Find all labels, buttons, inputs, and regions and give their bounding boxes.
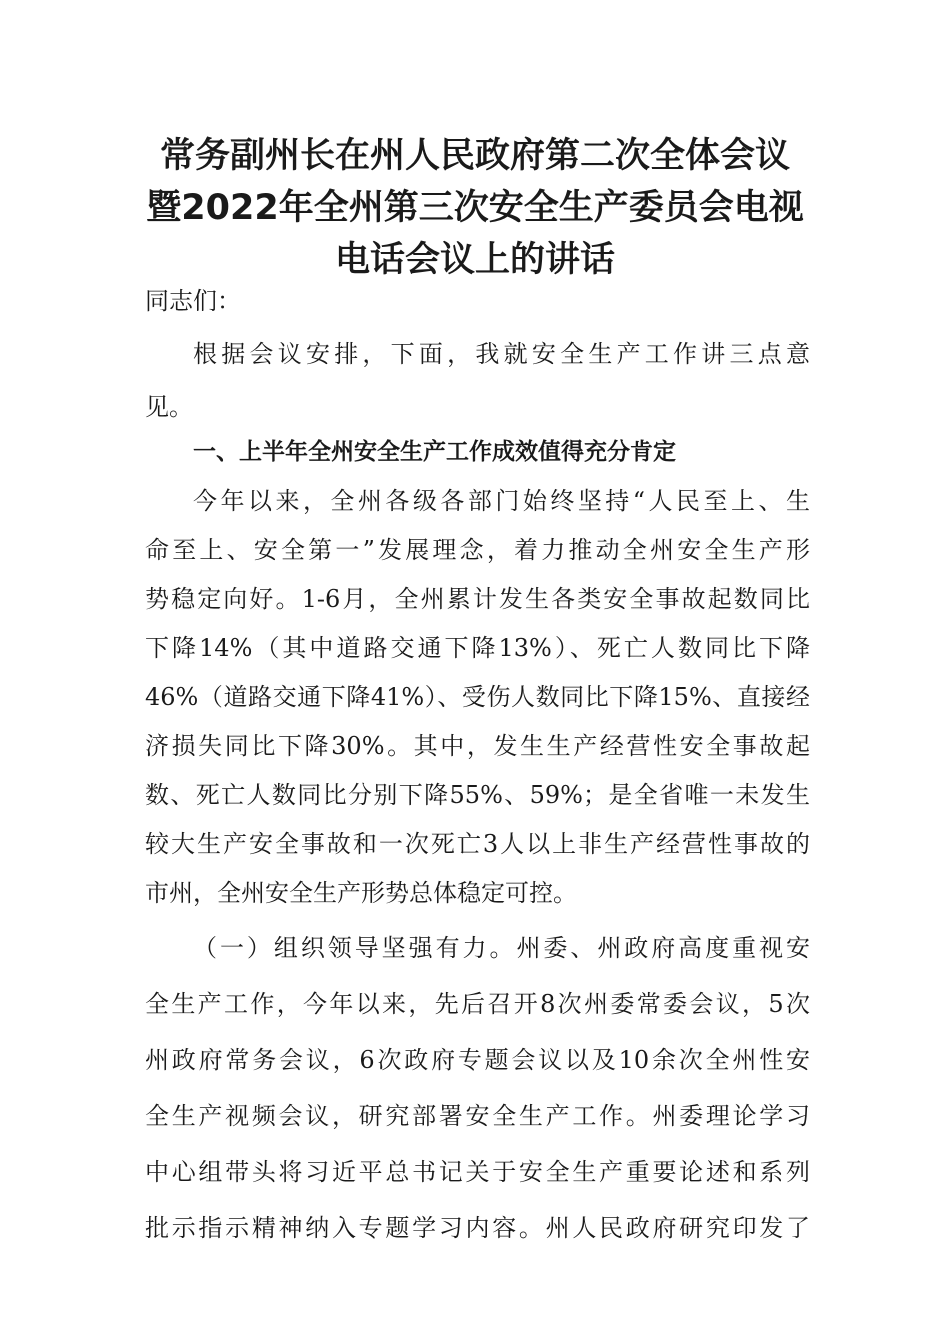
paragraph-1-line-8: 较大生产安全事故和一次死亡3人以上非生产经营性事故的 [145,830,810,858]
paragraph-1-line-5: 46%（道路交通下降41%）、受伤人数同比下降15%、直接经 [145,683,810,711]
paragraph-1-line-4: 下降14%（其中道路交通下降13%）、死亡人数同比下降 [145,634,810,662]
salutation: 同志们： [145,287,241,315]
document-title [120,130,830,286]
paragraph-1-line-1: 今年以来，全州各级各部门始终坚持“人民至上、生 [193,487,810,515]
paragraph-2-line-1: （一）组织领导坚强有力。州委、州政府高度重视安 [193,934,810,962]
paragraph-1-line-2: 命至上、安全第一”发展理念，着力推动全州安全生产形 [145,536,810,564]
paragraph-1-line-9: 市州，全州安全生产形势总体稳定可控。 [145,879,577,907]
paragraph-2-line-6: 批示指示精神纳入专题学习内容。州人民政府研究印发了 [145,1214,810,1242]
paragraph-1-line-7: 数、死亡人数同比分别下降55%、59%；是全省唯一未发生 [145,781,810,809]
paragraph-2-line-3: 州政府常务会议，6次政府专题会议以及10余次全州性安 [145,1046,810,1074]
title-line-3: 电话会议上的讲话 [334,240,615,280]
paragraph-2-line-4: 全生产视频会议，研究部署安全生产工作。州委理论学习 [145,1102,810,1130]
paragraph-2-line-2: 全生产工作，今年以来，先后召开8次州委常委会议，5次 [145,990,810,1018]
paragraph-2-line-5: 中心组带头将习近平总书记关于安全生产重要论述和系列 [145,1158,810,1186]
intro-line-2: 见。 [145,393,193,421]
title-line-2: 暨2022年全州第三次安全生产委员会电视 [146,188,804,228]
intro-line-1: 根据会议安排，下面，我就安全生产工作讲三点意 [193,340,810,368]
section-heading-1: 一、上半年全州安全生产工作成效值得充分肯定 [193,439,676,465]
title-line-1: 常务副州长在州人民政府第二次全体会议 [159,136,790,176]
paragraph-1-line-6: 济损失同比下降30%。其中，发生生产经营性安全事故起 [145,732,810,760]
paragraph-1-line-3: 势稳定向好。1-6月，全州累计发生各类安全事故起数同比 [145,585,810,613]
